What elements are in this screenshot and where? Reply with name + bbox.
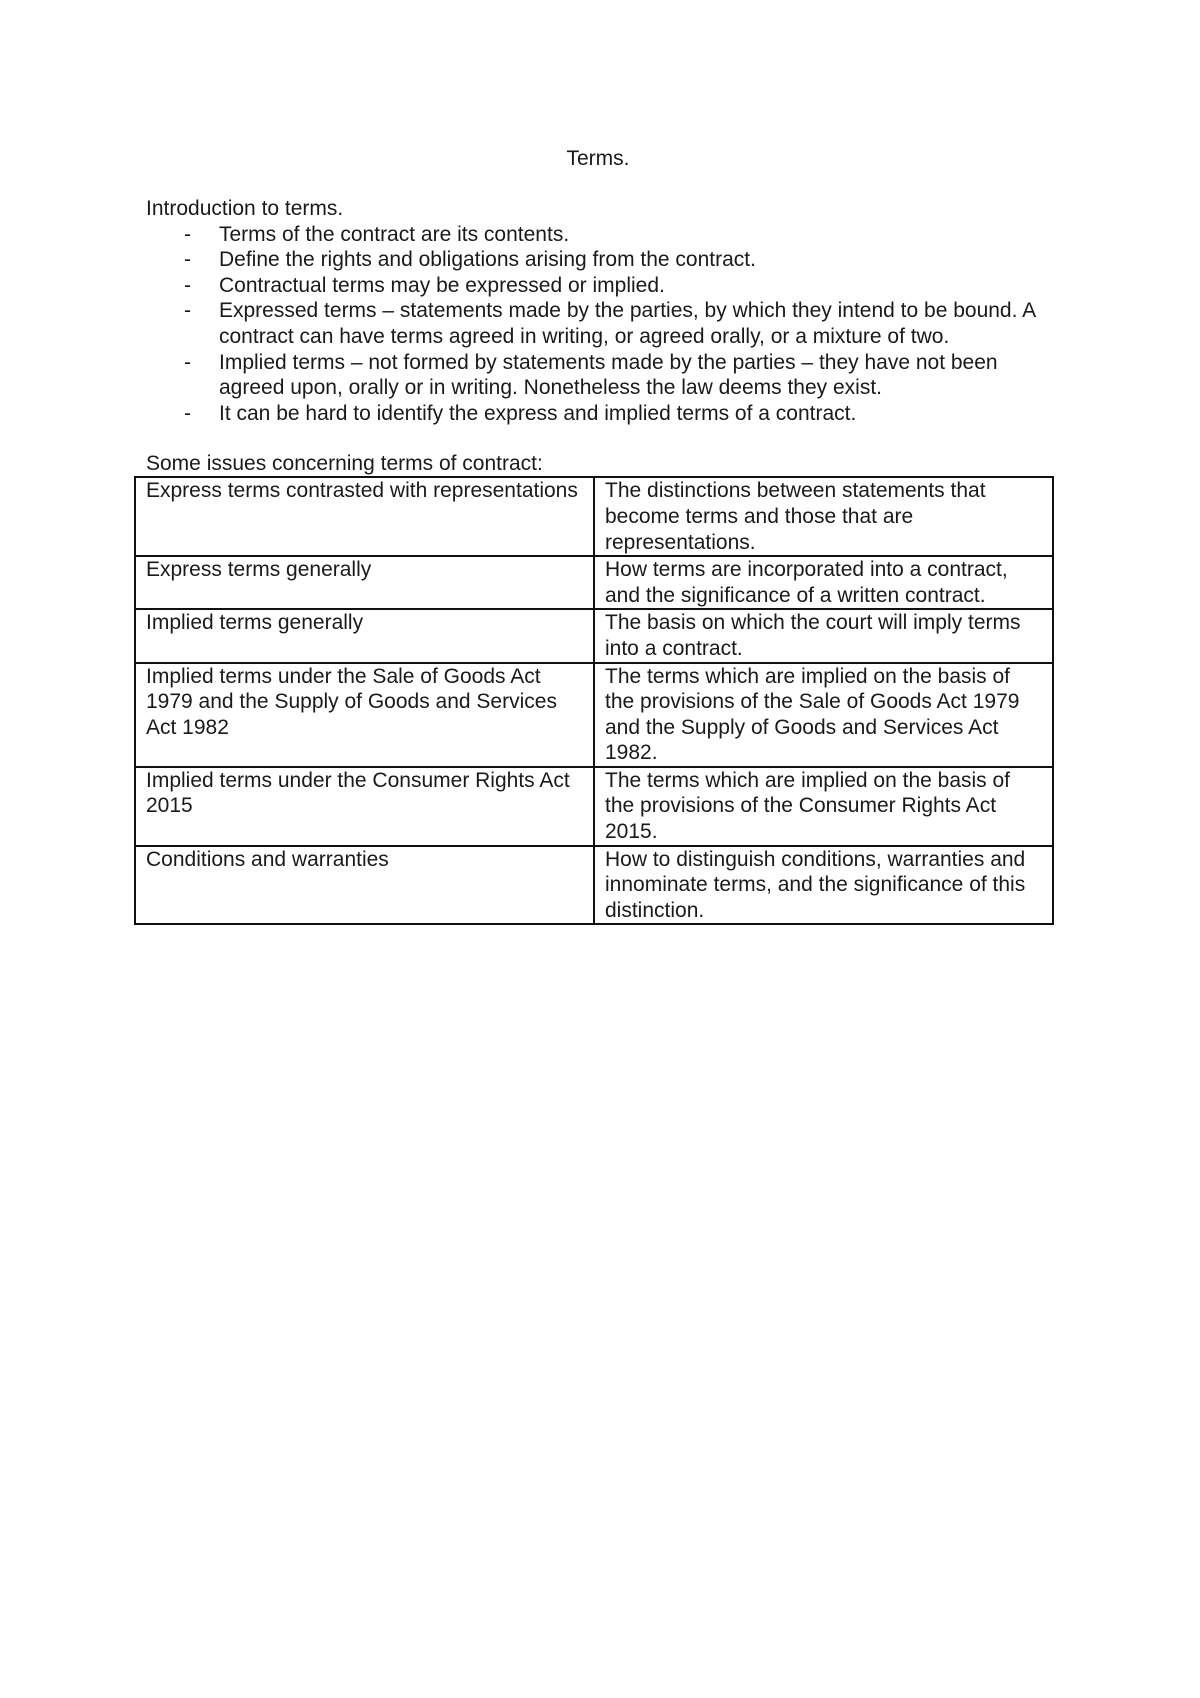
bullet-text: It can be hard to identify the express and implied terms of a contract. <box>219 401 857 425</box>
bullet-marker: - <box>184 350 191 374</box>
table-row <box>135 663 1053 767</box>
bullet-text: Contractual terms may be expressed or implied. <box>219 273 665 297</box>
table-row <box>135 609 1053 662</box>
document-page <box>146 146 1050 925</box>
table-cell-topic: Express terms contrasted with representations <box>135 477 594 556</box>
bullet-text: Define the rights and obligations arising from the contract. <box>219 248 756 272</box>
table-row <box>135 477 1053 556</box>
table-cell-topic: Implied terms generally <box>135 609 594 662</box>
intro-heading: Introduction to terms. <box>146 197 344 220</box>
bullet-marker: - <box>184 273 191 297</box>
bullet-text: Expressed terms – statements made by the parties, by which they intend to be bound. A contract can have terms agreed in writing, or agreed orally, or a mixture of two. <box>219 299 1035 348</box>
bullet-item <box>146 401 1050 427</box>
bullet-text: Implied terms – not formed by statements made by the parties – they have not been agreed upon, orally or in writing. Nonetheless the law deems they exist. <box>219 350 998 400</box>
table-cell-topic: Express terms generally <box>135 556 594 609</box>
bullet-marker: - <box>184 248 191 272</box>
bullet-marker: - <box>184 401 191 425</box>
bullet-marker: - <box>184 299 191 323</box>
table-cell-description: The distinctions between statements that become terms and those that are representations. <box>594 477 1053 556</box>
issues-heading: Some issues concerning terms of contract: <box>146 452 543 476</box>
table-cell-topic: Implied terms under the Consumer Rights Act 2015 <box>135 767 594 846</box>
table-cell-description: How to distinguish conditions, warranties and innominate terms, and the significance of this distinction. <box>594 846 1053 925</box>
intro-bullet-list <box>146 222 1050 427</box>
table-cell-description: How terms are incorporated into a contract, and the significance of a written contract. <box>594 556 1053 609</box>
bullet-item <box>146 350 1050 401</box>
bullet-marker: - <box>184 222 191 246</box>
bullet-item <box>146 247 1050 273</box>
table-row <box>135 846 1053 925</box>
bullet-item <box>146 222 1050 248</box>
bullet-item <box>146 298 1050 349</box>
table-cell-description: The basis on which the court will imply terms into a contract. <box>594 609 1053 662</box>
bullet-text: Terms of the contract are its contents. <box>219 222 570 246</box>
table-cell-description: The terms which are implied on the basis of the provisions of the Sale of Goods Act 1979 and the Supply of Goods and Services Act 1982. <box>594 663 1053 767</box>
table-row <box>135 556 1053 609</box>
table-cell-description: The terms which are implied on the basis of the provisions of the Consumer Rights Act 2015. <box>594 767 1053 846</box>
bullet-item <box>146 273 1050 299</box>
table-row <box>135 767 1053 846</box>
document-title: Terms. <box>566 147 630 170</box>
table-cell-topic: Conditions and warranties <box>135 846 594 925</box>
table-cell-topic: Implied terms under the Sale of Goods Act 1979 and the Supply of Goods and Services Act 1982 <box>135 663 594 767</box>
issues-table <box>134 476 1054 925</box>
